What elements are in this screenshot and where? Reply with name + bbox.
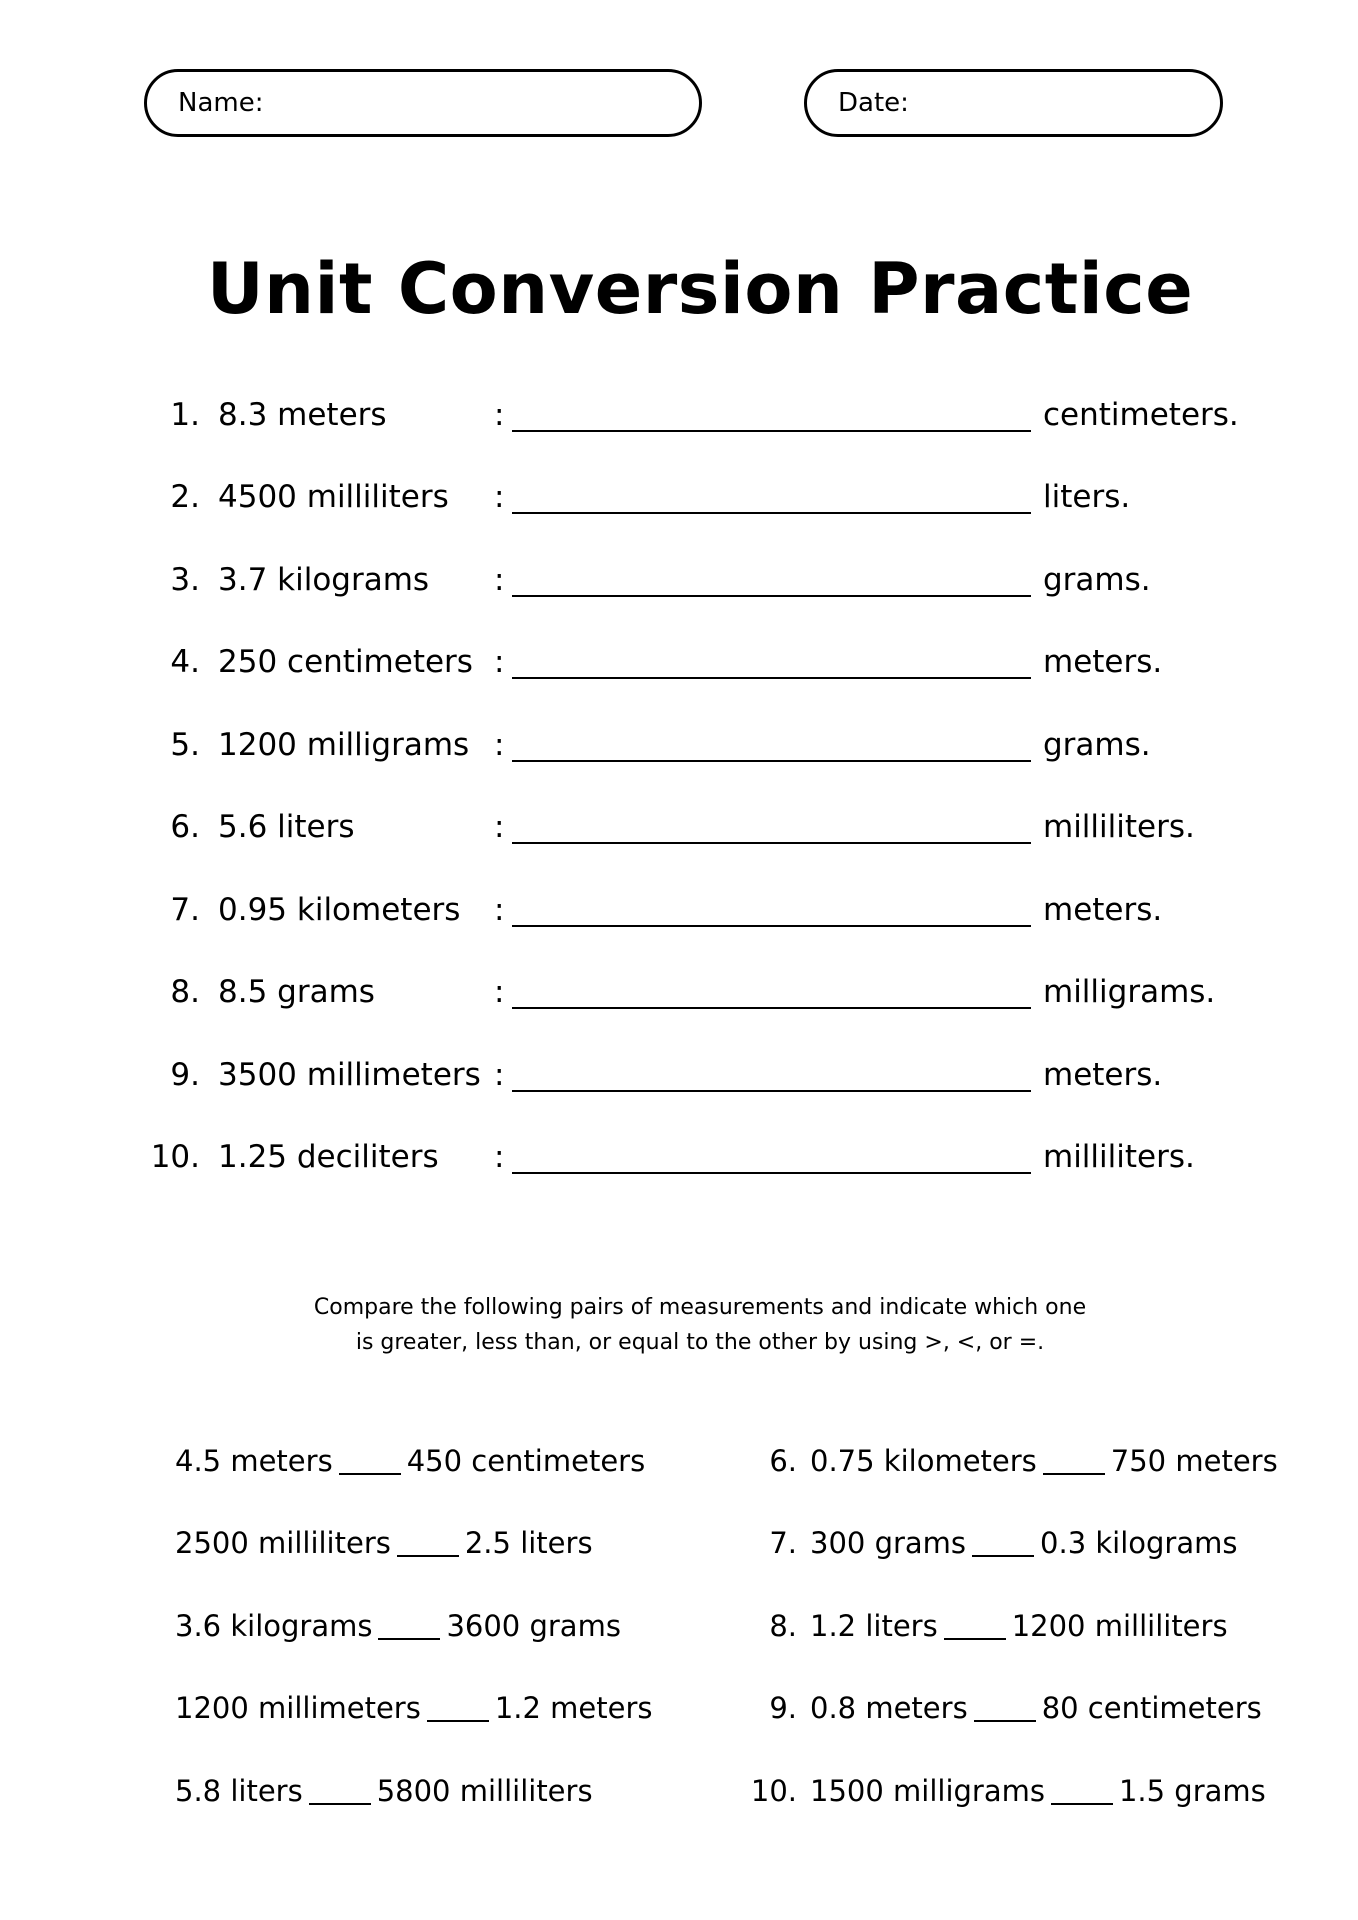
item-colon: : [494,479,505,515]
left-quantity: 1200 millimeters [175,1691,421,1725]
item-number: 5. [170,727,200,763]
item-quantity: 0.95 kilometers [218,892,461,928]
answer-blank[interactable] [512,760,1031,762]
answer-blank[interactable] [512,512,1031,514]
item-quantity: 8.5 grams [218,974,375,1010]
name-field[interactable] [144,69,702,137]
right-quantity: 1.2 meters [494,1691,653,1725]
item-number: 4. [170,644,200,680]
item-number: 2. [170,479,200,515]
conversion-item [0,1139,1358,1189]
item-target-unit: liters. [1043,479,1131,515]
left-quantity: 5.8 liters [175,1774,303,1808]
answer-blank[interactable] [512,925,1031,927]
item-target-unit: meters. [1043,1057,1163,1093]
conversion-item [0,809,1358,859]
right-quantity: 750 meters [1110,1444,1278,1478]
right-quantity: 1.5 grams [1118,1774,1266,1808]
item-target-unit: grams. [1043,562,1151,598]
item-colon: : [494,562,505,598]
conversion-item [0,397,1358,447]
item-target-unit: grams. [1043,727,1151,763]
item-target-unit: meters. [1043,644,1163,680]
item-colon: : [494,727,505,763]
left-quantity: 3.6 kilograms [175,1609,373,1643]
answer-blank[interactable] [512,677,1031,679]
name-label: Name: [178,88,264,118]
item-colon: : [494,1139,505,1175]
comparison-blank[interactable] [1043,1473,1105,1475]
item-quantity: 5.6 liters [218,809,355,845]
comparison-item [0,1691,1358,1741]
left-quantity: 0.8 meters [810,1691,968,1725]
left-quantity: 2500 milliliters [175,1526,391,1560]
item-number: 10. [750,1774,797,1808]
answer-blank[interactable] [512,1090,1031,1092]
answer-blank[interactable] [512,595,1031,597]
right-quantity: 0.3 kilograms [1040,1526,1238,1560]
right-quantity: 3600 grams [446,1609,621,1643]
item-quantity: 8.3 meters [218,397,387,433]
answer-blank[interactable] [512,1007,1031,1009]
item-quantity: 1200 milligrams [218,727,470,763]
item-target-unit: meters. [1043,892,1163,928]
item-number: 6. [769,1444,797,1478]
comparison-blank[interactable] [944,1638,1006,1640]
right-quantity: 450 centimeters [406,1444,646,1478]
right-quantity: 2.5 liters [464,1526,593,1560]
item-colon: : [494,974,505,1010]
answer-blank[interactable] [512,1172,1031,1174]
item-number: 9. [769,1691,797,1725]
item-number: 3. [170,562,200,598]
comparison-item [0,1774,1358,1824]
left-quantity: 4.5 meters [175,1444,333,1478]
item-quantity: 1.25 deciliters [218,1139,439,1175]
answer-blank[interactable] [512,430,1031,432]
item-number: 1. [170,397,200,433]
conversion-item [0,974,1358,1024]
item-target-unit: centimeters. [1043,397,1239,433]
conversion-item [0,479,1358,529]
right-quantity: 80 centimeters [1041,1691,1262,1725]
conversion-item [0,892,1358,942]
item-quantity: 3500 millimeters [218,1057,481,1093]
left-quantity: 1.2 liters [810,1609,938,1643]
item-colon: : [494,809,505,845]
instructions-line: Compare the following pairs of measurements and indicate which one [313,1295,1087,1320]
item-quantity: 250 centimeters [218,644,473,680]
conversion-item [0,1057,1358,1107]
comparison-item [0,1444,1358,1494]
conversion-item [0,562,1358,612]
item-number: 7. [170,892,200,928]
instructions [0,1290,1358,1360]
item-number: 8. [170,974,200,1010]
comparison-blank[interactable] [972,1555,1034,1557]
item-colon: : [494,644,505,680]
item-number: 7. [769,1526,797,1560]
item-colon: : [494,397,505,433]
answer-blank[interactable] [512,842,1031,844]
comparison-blank[interactable] [974,1720,1036,1722]
conversion-item [0,727,1358,777]
right-quantity: 5800 milliliters [376,1774,593,1808]
left-quantity: 300 grams [810,1526,967,1560]
page-title: Unit Conversion Practice [206,248,1194,330]
item-quantity: 4500 milliliters [218,479,449,515]
item-target-unit: milliliters. [1043,809,1195,845]
right-quantity: 1200 milliliters [1011,1609,1228,1643]
instructions-line: is greater, less than, or equal to the other by using >, <, or =. [355,1330,1045,1355]
date-label: Date: [838,88,909,118]
item-number: 8. [769,1609,797,1643]
item-number: 9. [170,1057,200,1093]
date-field[interactable] [804,69,1223,137]
item-colon: : [494,892,505,928]
left-quantity: 0.75 kilometers [810,1444,1037,1478]
item-target-unit: milligrams. [1043,974,1216,1010]
item-target-unit: milliliters. [1043,1139,1195,1175]
comparison-item [0,1609,1358,1659]
comparison-blank[interactable] [1051,1803,1113,1805]
comparison-item [0,1526,1358,1576]
item-number: 6. [170,809,200,845]
item-number: 10. [150,1139,200,1175]
conversion-item [0,644,1358,694]
item-colon: : [494,1057,505,1093]
item-quantity: 3.7 kilograms [218,562,430,598]
left-quantity: 1500 milligrams [810,1774,1045,1808]
